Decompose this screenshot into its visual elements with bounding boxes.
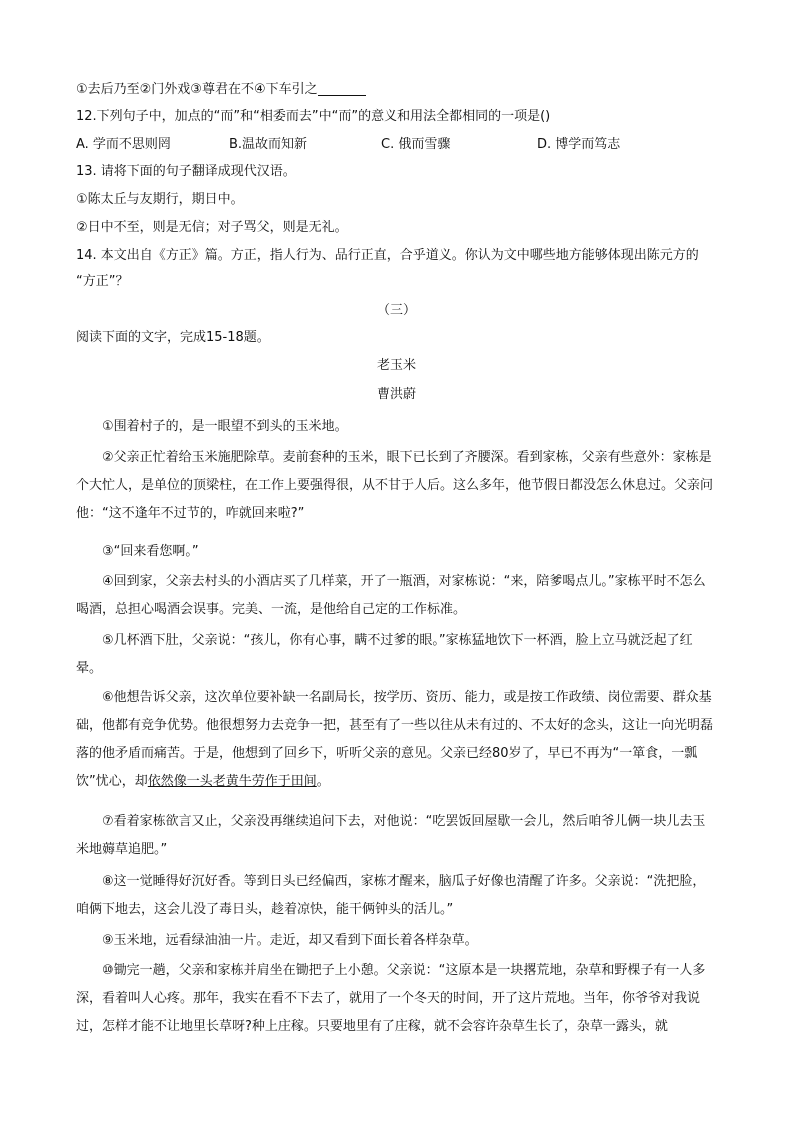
underlined-phrase: 依然像一头老黄牛劳作于田间	[147, 774, 317, 789]
section-heading: （三）	[376, 303, 416, 318]
q11-tail-line	[76, 81, 716, 99]
q14-line-2: “方正”？	[76, 274, 129, 289]
paragraph-7: ⑦看着家栋欲言又止，父亲没再继续追问下去，对他说：“吃罢饭回屋歇一会儿，然后咱爷儿俩一块儿去玉米地薅草追肥。”	[76, 814, 706, 857]
paragraph-5: ⑤几杯酒下肚，父亲说：“孩儿，你有心事，瞒不过爹的眼。”家栋猛地饮下一杯酒，脸上立马就泛起了红晕。	[76, 633, 693, 676]
paragraph-3: ③“回来看您啊。”	[102, 544, 199, 559]
paragraph-6-text: ⑥他想告诉父亲，这次单位要补缺一名副局长，按学历、资历、能力，或是按工作政绩、岗位需要、群众基础，他都有竞争优势。他很想努力去竞争一把，甚至有了一些以往从未有过的、不太好的念头，这让一向光明磊落的他矛盾而痛苦。于是，他想到了回乡下，听听父亲的意见。父亲已经80岁了，早已不再为“一箪食，一瓢饮”忧心，却	[76, 690, 714, 789]
q14-line-1: 14. 本文出自《方正》篇。方正，指人行为、品行正直，合乎道义。你认为文中哪些地方能够体现出陈元方的	[76, 248, 699, 263]
article-author: 曹洪蔚	[376, 387, 416, 402]
article-title: 老玉米	[376, 358, 416, 373]
q12-option-a: A. 学而不思则罔	[76, 137, 171, 152]
q12-stem: 12.下列句子中，加点的“而”和“相委而去”中“而”的意义和用法全都相同的一项是()	[76, 109, 551, 124]
paragraph-6-end: 。	[316, 774, 330, 789]
paragraph-9: ⑨玉米地，远看绿油油一片。走近，却又看到下面长着各样杂草。	[102, 933, 478, 948]
paragraph-8: ⑧这一觉睡得好沉好香。等到日头已经偏西，家栋才醒来，脑瓜子好像也清醒了许多。父亲说：“洗把脸，咱俩下地去，这会儿没了毒日头，趁着凉快，能干俩钟头的活儿。”	[76, 874, 706, 917]
q12-option-b: B.温故而知新	[229, 137, 308, 152]
q11-options-text: ①去后乃至②门外戏③尊君在不④下车引之	[76, 82, 318, 97]
paragraph-1: ①围着村子的，是一眼望不到头的玉米地。	[102, 419, 348, 434]
q12-option-d: D. 博学而笃志	[537, 137, 621, 152]
answer-blank	[318, 81, 366, 96]
q13-stem: 13. 请将下面的句子翻译成现代汉语。	[76, 164, 296, 179]
reading-instruction: 阅读下面的文字，完成15-18题。	[76, 330, 270, 345]
q13-item-2: ②日中不至，则是无信；对子骂父，则是无礼。	[76, 220, 348, 235]
paragraph-10: ⑩锄完一趟，父亲和家栋并肩坐在锄把子上小憩。父亲说：“这原本是一块撂荒地，杂草和野棵子有一人多深，看着叫人心疼。那年，我实在看不下去了，就用了一个冬天的时间，开了这片荒地。当年，你爷爷对我说过，怎样才能不让地里长草呀?种上庄稼。只要地里有了庄稼，就不会容许杂草生长了，杂草一露头，就	[76, 963, 706, 1034]
q12-option-c: C. 俄而雪骤	[381, 137, 451, 152]
paragraph-4: ④回到家，父亲去村头的小酒店买了几样菜，开了一瓶酒，对家栋说：“来，陪爹喝点儿。”家栋平时不怎么喝酒，总担心喝酒会误事。完美、一流，是他给自己定的工作标准。	[76, 574, 706, 617]
paragraph-6	[76, 684, 718, 796]
q13-item-1: ①陈太丘与友期行，期日中。	[76, 192, 244, 207]
paragraph-2: ②父亲正忙着给玉米施肥除草。麦前套种的玉米，眼下已长到了齐腰深。看到家栋，父亲有些意外：家栋是个大忙人，是单位的顶梁柱，在工作上要强得很，从不甘于人后。这么多年，他节假日都没怎么休息过。父亲问他：“这不逢年不过节的，咋就回来啦?”	[76, 450, 714, 521]
